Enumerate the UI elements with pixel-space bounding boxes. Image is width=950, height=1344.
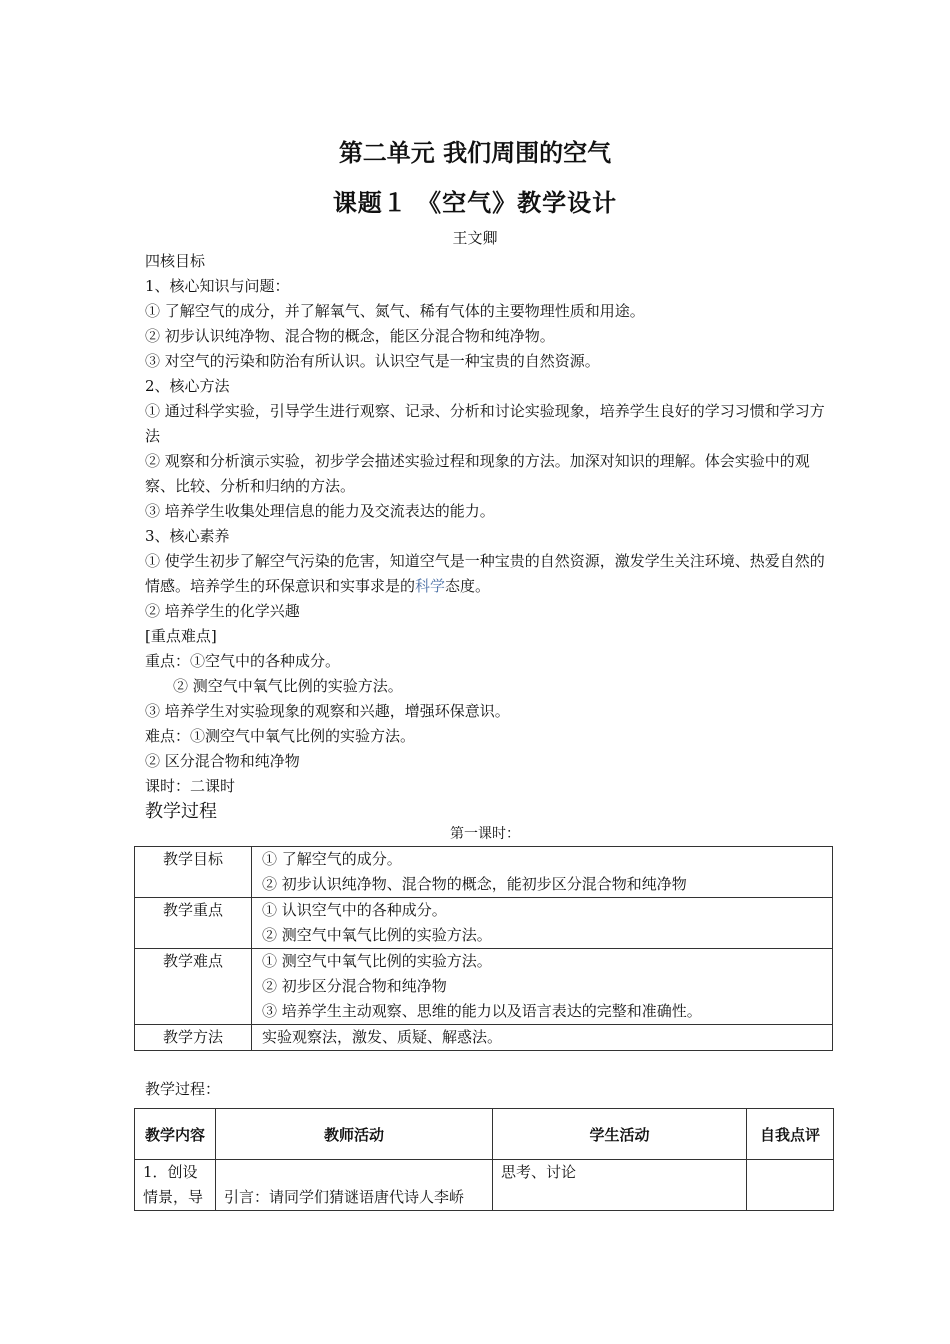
lesson-caption: 第一课时：: [450, 826, 520, 842]
section1-title: 1、核心知识与问题：: [145, 277, 290, 295]
student-cell: 思考、讨论: [493, 1160, 747, 1211]
section3-item-text-end: 态度。: [445, 577, 491, 595]
process-label: 教学过程：: [145, 1080, 221, 1098]
section3-item: ② 培养学生的化学兴趣: [145, 602, 300, 620]
row-content: [252, 949, 833, 1025]
section2-item: ③ 培养学生收集处理信息的能力及交流表达的能力。: [145, 502, 495, 520]
content-line: ② 初步区分混合物和纯净物: [262, 977, 447, 995]
content-line: ③ 培养学生主动观察、思维的能力以及语言表达的完整和准确性。: [262, 1002, 702, 1020]
section1-item: ③ 对空气的污染和防治有所认识。认识空气是一种宝贵的自然资源。: [145, 352, 600, 370]
author: 王文卿: [452, 229, 498, 247]
table-header-row: [135, 1109, 834, 1160]
section2-item: ② 观察和分析演示实验，初步学会描述实验过程和现象的方法。加深对知识的理解。体会实验中的观察、比较、分析和归纳的方法。: [145, 452, 810, 495]
section1-item: ② 初步认识纯净物、混合物的概念，能区分混合物和纯净物。: [145, 327, 555, 345]
key-point-line: ② 测空气中氧气比例的实验方法。: [173, 677, 403, 695]
section3-item-text: ① 使学生初步了解空气污染的危害，知道空气是一种宝贵的自然资源，激发学生关注环境、热爱自然的情感。培养学生的环保意识和实事求是的: [145, 552, 825, 595]
content-line: ① 测空气中氧气比例的实验方法。: [262, 952, 492, 970]
teacher-cell: 引言：请同学们猜谜语唐代诗人李峤: [216, 1160, 493, 1211]
content-line: ① 了解空气的成分。: [262, 850, 402, 868]
key-points-title: [重点难点]: [145, 627, 217, 645]
row-label: 教学难点: [135, 949, 252, 1025]
content-line: ② 测空气中氧气比例的实验方法。: [262, 926, 492, 944]
column-header: 教学内容: [135, 1109, 216, 1160]
lesson-title: 课题１ 《空气》教学设计: [332, 189, 618, 217]
class-hours: 课时：二课时: [145, 777, 236, 795]
row-content: [252, 847, 833, 898]
section3-item: [145, 549, 825, 599]
lesson-overview-table: [134, 846, 833, 1051]
content-cell: 1．创设情景，导: [135, 1160, 216, 1211]
table-row: [135, 1025, 833, 1051]
row-content: [252, 1025, 833, 1051]
section2-item: ① 通过科学实验，引导学生进行观察、记录、分析和讨论实验现象，培养学生良好的学习习惯和学习方法: [145, 402, 825, 445]
row-label: 教学方法: [135, 1025, 252, 1051]
key-point-line: ③ 培养学生对实验现象的观察和兴趣，增强环保意识。: [145, 702, 510, 720]
difficulty-line: ② 区分混合物和纯净物: [145, 752, 300, 770]
row-label: 教学重点: [135, 898, 252, 949]
column-header: 教师活动: [216, 1109, 493, 1160]
process-heading: 教学过程: [145, 801, 217, 822]
four-core-heading: 四核目标: [145, 252, 206, 270]
section2-title: 2、核心方法: [145, 377, 230, 395]
difficulty-line: 难点：①测空气中氧气比例的实验方法。: [145, 727, 416, 745]
row-label: 教学目标: [135, 847, 252, 898]
table-row: [135, 847, 833, 898]
row-content: [252, 898, 833, 949]
content-line: 实验观察法，激发、质疑、解惑法。: [262, 1028, 503, 1046]
table-row: [135, 949, 833, 1025]
column-header: 学生活动: [493, 1109, 747, 1160]
content-line: ② 初步认识纯净物、混合物的概念，能初步区分混合物和纯净物: [262, 875, 687, 893]
review-cell: [747, 1160, 834, 1211]
key-point-line: 重点：①空气中的各种成分。: [145, 652, 341, 670]
table-row: [135, 1160, 834, 1211]
column-header: 自我点评: [747, 1109, 834, 1160]
table-row: [135, 898, 833, 949]
section3-title: 3、核心素养: [145, 527, 230, 545]
process-table: [134, 1108, 834, 1211]
body-text: [145, 249, 825, 843]
unit-title: 第二单元 我们周围的空气: [338, 139, 612, 167]
section1-item: ① 了解空气的成分，并了解氧气、氮气、稀有气体的主要物理性质和用途。: [145, 302, 645, 320]
content-line: ① 认识空气中的各种成分。: [262, 901, 447, 919]
science-link[interactable]: 科学: [415, 577, 446, 595]
